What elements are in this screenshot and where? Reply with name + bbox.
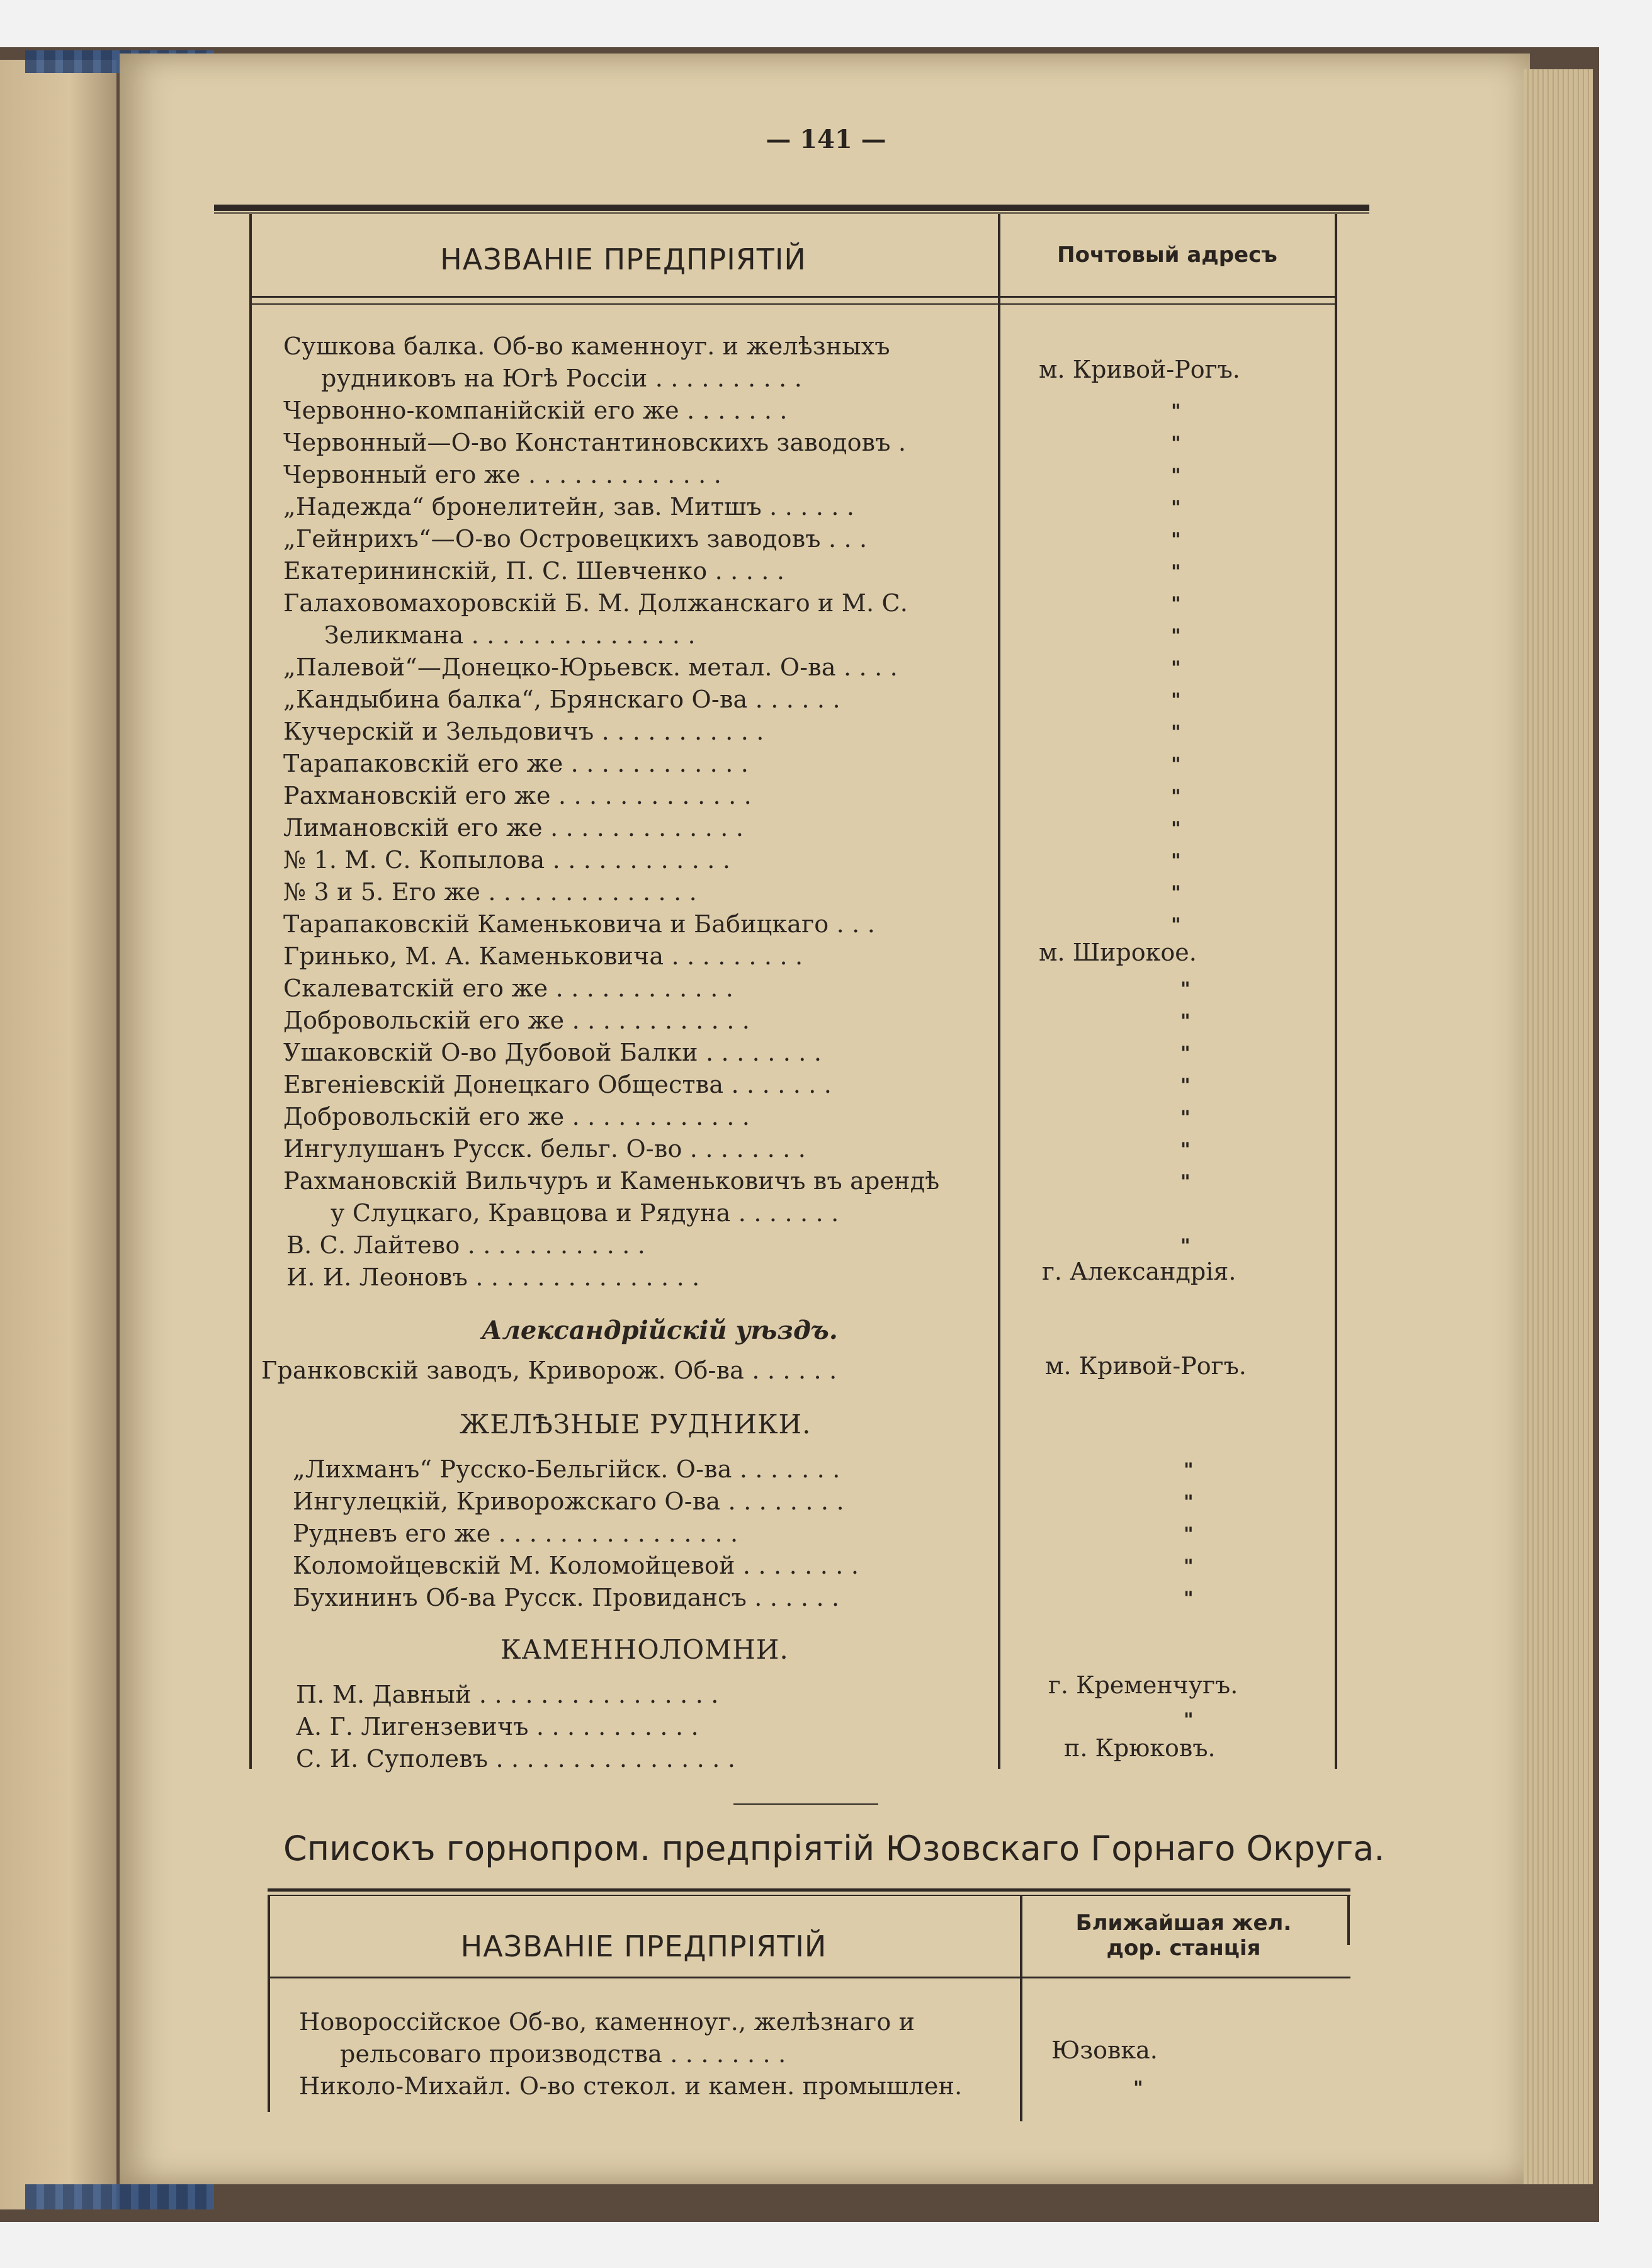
table-row: Добровольскій его же . . . . . . . . . . . . [283,1103,750,1131]
table-row: Кучерскій и Зельдовичъ . . . . . . . . . . . [283,718,764,745]
row-address-ditto: " [1171,432,1181,454]
row-address-ditto: " [1180,1075,1191,1097]
row-address: Юзовка. [1051,2036,1158,2064]
row-address-ditto: " [1171,529,1181,551]
row-address-ditto: " [1171,657,1181,679]
table-top-rule [214,205,1369,211]
table2-header-rule [268,1977,1350,1978]
table-row: Тарапаковскій его же . . . . . . . . . . . . [283,750,749,777]
row-address-ditto: " [1184,1555,1194,1577]
table-top-rule-thin [214,212,1369,214]
table-row: Ингулецкій, Криворожскаго О-ва . . . . . . . . [293,1487,844,1515]
row-address-ditto: " [1180,1171,1191,1193]
table2-top-rule-thin [268,1895,1350,1896]
table-row: Гринько, М. А. Каменьковича . . . . . . . . . [283,942,803,970]
table-row: у Слуцкаго, Кравцова и Рядуна . . . . . . . [331,1199,839,1227]
table-row: Бухининъ Об-ва Русск. Провидансъ . . . . . . [293,1584,840,1611]
table-row: Червонный его же . . . . . . . . . . . . . [283,461,722,488]
row-address: м. Кривой-Рогъ. [1045,1352,1247,1380]
table-row: Галаховомахоровскій Б. М. Должанскаго и М. С. [283,589,908,617]
table-row: Рудневъ его же . . . . . . . . . . . . . . . . [293,1520,738,1547]
table-row: „Надежда“ бронелитейн, зав. Митшъ . . . . . . [283,493,855,521]
table2-header-station-line2: дор. станція [1106,1936,1261,1961]
row-address-ditto: " [1180,1139,1191,1161]
table-row: Рахмановскій Вильчуръ и Каменьковичъ въ арендѣ [283,1167,940,1195]
row-address-ditto: " [1133,2077,1143,2099]
table1-column-divider [998,214,1000,1769]
table2-column-divider [1020,1895,1022,2121]
row-address-ditto: " [1180,978,1191,1000]
table2-header-name: НАЗВАНІЕ ПРЕДПРІЯТІЙ [460,1929,827,1963]
row-address-ditto: " [1171,786,1181,808]
row-address-ditto: " [1171,914,1181,936]
row-address-ditto: " [1180,1010,1191,1032]
table-row: И. И. Леоновъ . . . . . . . . . . . . . . . [286,1263,700,1291]
table-row: Лимановскій его же . . . . . . . . . . . . . [283,814,744,842]
section-separator [733,1803,878,1805]
table-row: Рахмановскій его же . . . . . . . . . . . . . [283,782,752,810]
table-row: „Кандыбина балка“, Брянскаго О-ва . . . . . . [283,685,840,713]
table-row: Гранковскій заводъ, Криворож. Об-ва . . . . . . [261,1357,837,1384]
table2-left-border [268,1895,270,2112]
table1-left-border [249,214,252,1769]
table-row: „Лихманъ“ Русско-Бельгійск. О-ва . . . . . . . [293,1455,840,1483]
table-row: Червонный—О-во Константиновскихъ заводовъ . [283,429,907,456]
section-heading-uezd: Александрійскій уѣздъ. [482,1316,838,1345]
table-row: Ингулушанъ Русск. бельг. О-во . . . . . . . . [283,1135,806,1163]
table-row: Зеликмана . . . . . . . . . . . . . . . [324,621,696,649]
list-title: Списокъ горнопром. предпріятій Юзовскаго Горнаго Округа. [283,1829,1385,1868]
page-number: — 141 — [766,125,886,154]
table-row: Червонно-компанійскій его же . . . . . . . [283,397,788,424]
row-address-ditto: " [1171,593,1181,615]
table-row: Екатерининскій, П. С. Шевченко . . . . . [283,557,785,585]
table-row: Тарапаковскій Каменьковича и Бабицкаго . . . [283,910,876,938]
binding-cloth-bottom [25,2184,214,2209]
row-address-ditto: " [1171,400,1181,422]
row-address-ditto: " [1184,1709,1194,1731]
table1-header-rule-thin [249,303,1337,305]
table-row: Ушаковскій О-во Дубовой Балки . . . . . . . . [283,1039,822,1066]
table-row: рельсоваго производства . . . . . . . . [340,2040,786,2068]
table-row: Сушкова балка. Об-во каменноуг. и желѣзныхъ [283,332,890,360]
table-row: А. Г. Лигензевичъ . . . . . . . . . . . [296,1713,699,1740]
table2-right-border [1347,1895,1350,1945]
table-row: № 3 и 5. Его же . . . . . . . . . . . . . . [283,878,697,906]
row-address-ditto: " [1171,561,1181,583]
row-address: м. Кривой-Рогъ. [1039,356,1240,383]
row-address-ditto: " [1184,1588,1194,1610]
table-row: В. С. Лайтево . . . . . . . . . . . . [286,1231,646,1259]
row-address-ditto: " [1171,465,1181,487]
table-row: Коломойцевскій М. Коломойцевой . . . . . . . . [293,1552,859,1579]
row-address-ditto: " [1180,1235,1191,1257]
row-address-ditto: " [1171,753,1181,776]
section-heading-quarries: КАМЕННОЛОМНИ. [501,1634,789,1665]
table-row: рудниковъ на Югѣ Россіи . . . . . . . . . . [321,364,802,392]
row-address-ditto: " [1171,625,1181,647]
table-row: Новороссійское Об-во, каменноуг., желѣзнаго и [299,2008,915,2036]
table-row: С. И. Суполевъ . . . . . . . . . . . . . . . . [296,1745,736,1773]
page-edges [1524,69,1593,2184]
table-row: Добровольскій его же . . . . . . . . . . . . [283,1007,750,1034]
row-address-ditto: " [1180,1042,1191,1064]
section-heading-iron-mines: ЖЕЛѢЗНЫЕ РУДНИКИ. [460,1409,812,1440]
row-address-ditto: " [1171,497,1181,519]
table1-header-rule [249,296,1337,298]
table1-header-address: Почтовый адресъ [1057,242,1277,268]
row-address-ditto: " [1171,689,1181,711]
table2-header-station-line1: Ближайшая жел. [1075,1910,1292,1936]
row-address: г. Кременчугъ. [1048,1671,1238,1699]
row-address: п. Крюковъ. [1064,1734,1216,1762]
table1-header-name: НАЗВАНІЕ ПРЕДПРІЯТІЙ [440,242,806,276]
table-row: „Гейнрихъ“—О-во Островецкихъ заводовъ . . . [283,525,868,553]
table2-top-rule [268,1888,1350,1892]
left-page-fragment [0,60,116,2209]
row-address-ditto: " [1171,818,1181,840]
row-address: г. Александрія. [1042,1258,1236,1285]
table-row: № 1. М. С. Копылова . . . . . . . . . . . . [283,846,731,874]
row-address: м. Широкое. [1039,939,1197,966]
row-address-ditto: " [1180,1107,1191,1129]
row-address-ditto: " [1171,721,1181,743]
table1-right-border [1335,214,1337,1769]
row-address-ditto: " [1171,882,1181,904]
table-row: „Палевой“—Донецко-Юрьевск. метал. О-ва . . . . [283,653,898,681]
table-row: Скалеватскій его же . . . . . . . . . . . . [283,974,734,1002]
table-row: Евгеніевскій Донецкаго Общества . . . . . . . [283,1071,832,1098]
table-row: П. М. Давный . . . . . . . . . . . . . . . . [296,1681,719,1708]
row-address-ditto: " [1184,1459,1194,1481]
table-row: Николо-Михайл. О-во стекол. и камен. промышлен. [299,2072,963,2100]
row-address-ditto: " [1171,850,1181,872]
row-address-ditto: " [1184,1491,1194,1513]
row-address-ditto: " [1184,1523,1194,1545]
